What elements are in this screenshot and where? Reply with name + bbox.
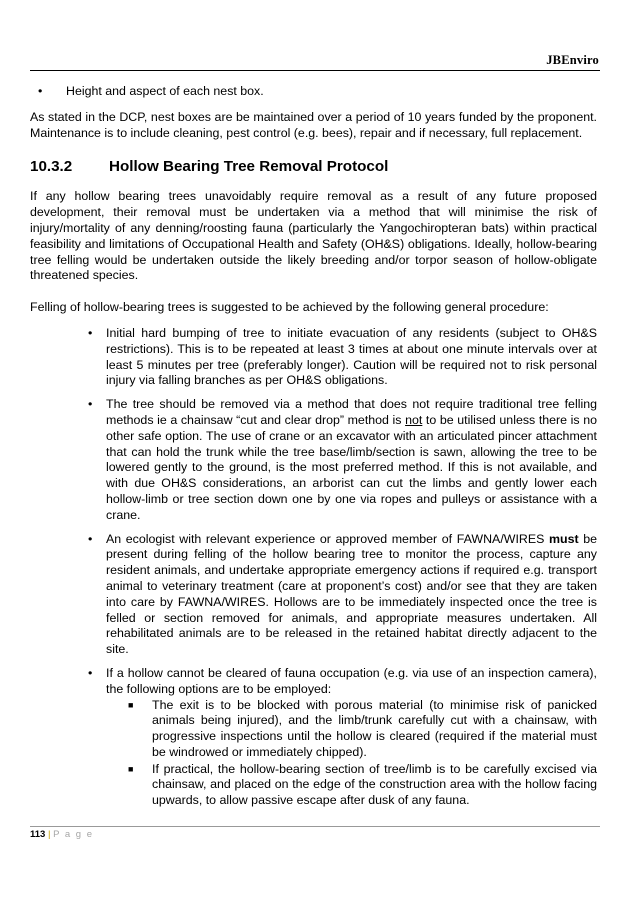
underlined-text: not: [405, 412, 423, 427]
bullet-icon: •: [88, 665, 93, 680]
footer-separator: |: [47, 829, 51, 840]
square-bullet-icon: ■: [128, 699, 134, 710]
list-item: [78, 326, 597, 389]
list-item-text: The tree should be removed via a method that does not require traditional tree felling methods ie a chainsaw “cut and clear drop” method is not to be utilised unless there is no other safe option. The use of crane or an excavator with an articulated pincer attachment that can hold the trunk while the tree base/limb/section is sawn, allowing the tree to be lowered gently to the ground, is the most preferred method. If this is not available, and with due OH&S considerations, an arborist can cut the limbs and gently lower each hollow-limb or tree section down one by one via ropes and pulleys or assistance with a crane.: [106, 397, 597, 522]
paragraph-procedure: Felling of hollow-bearing trees is suggested to be achieved by the following general procedure:: [30, 300, 549, 315]
sub-list-item: [124, 698, 597, 761]
bullet-icon: •: [88, 325, 93, 340]
list-item-text: Initial hard bumping of tree to initiate evacuation of any residents (subject to OH&S restrictions). This is to be repeated at least 3 times at about one minute intervals over at least 5 minutes per tree (preferably longer). Caution will be required not to risk personal injury via falling branches as per OH&S obligations.: [106, 325, 597, 388]
bullet-icon: •: [88, 397, 93, 412]
bullet-icon: •: [38, 84, 43, 98]
header-rule: [30, 70, 600, 71]
page-label: P a g e: [53, 829, 94, 840]
sub-list-item-text: If practical, the hollow-bearing section of tree/limb is to be carefully excised via chainsaw, and placed on the edge of the construction area with the hollow facing upwards, to allow passive escape after dusk of any fauna.: [152, 761, 597, 808]
page-number: 113: [30, 829, 46, 840]
section-heading: [30, 157, 597, 177]
list-item-text: Height and aspect of each nest box.: [66, 84, 264, 98]
sub-list: [106, 698, 597, 810]
section-title: Hollow Bearing Tree Removal Protocol: [109, 158, 389, 176]
footer-rule: [30, 826, 600, 827]
list-item: [78, 397, 597, 523]
bullet-icon: •: [88, 531, 93, 546]
list-item: [78, 532, 597, 658]
page-content: [30, 84, 597, 818]
sub-list-item: [124, 762, 597, 809]
list-item-text: If a hollow cannot be cleared of fauna occupation (e.g. via use of an inspection camera), the following options are to be employed: ■ The exit is to be blocked with porous material (to minimise risk of panicked animals being injured), and the limb/trunk carefully cut with a chainsaw, with progressive inspections until the hollow is cleared (required if the material must be windrowed or immediately chipped). ■ If practical, the hollow-bearing section of tree/limb is to be carefully excised via chainsaw, and placed on the edge of the construction area with the hollow facing upwards, to allow passive escape after dusk of any fauna.: [106, 665, 597, 808]
bold-text: must: [548, 531, 579, 546]
procedure-list: [30, 326, 597, 810]
header-brand: JBEnviro: [546, 53, 599, 67]
square-bullet-icon: ■: [128, 763, 134, 774]
sub-list-item-text: The exit is to be blocked with porous material (to minimise risk of panicked animals being injured), and the limb/trunk carefully cut with a chainsaw, with progressive inspections until the hollow is cleared (required if the material must be windrowed or immediately chipped).: [152, 697, 597, 759]
page-footer: [30, 829, 94, 840]
section-number: 10.3.2: [30, 158, 73, 176]
list-item: [78, 666, 597, 810]
paragraph-intro: If any hollow bearing trees unavoidably require removal as a result of any future proposed development, their removal must be undertaken via a method that will minimise the risk of injury/mortality of any denning/roosting fauna (particularly the Yangochiropteran bats) within practical feasibility and limitations of Occupational Health and Safety (OH&S) obligations. Ideally, hollow-bearing tree felling would be undertaken outside the likely breeding and/or torpor season of hollow-obligate threatened species.: [30, 189, 597, 283]
list-item: [30, 84, 597, 100]
list-item-text: An ecologist with relevant experience or approved member of FAWNA/WIRES must be present during felling of the hollow bearing tree to monitor the process, capture any resident animals, and undertake appropriate emergency actions if required e.g. transport animal to veterinary treatment (care at proponent’s cost) and/or see that they are taken into care by FAWNA/WIRES. Hollows are to be immediately inspected once the tree is felled or section removed for animals, and appropriate measures undertaken. All rehabilitated animals are to be released in the retained habitat directly adjacent to the site.: [106, 531, 597, 657]
paragraph-maintenance: As stated in the DCP, nest boxes are be maintained over a period of 10 years funded by the proponent. Maintenance is to include cleaning, pest control (e.g. bees), repair and if necessary, full replacement.: [30, 109, 597, 140]
